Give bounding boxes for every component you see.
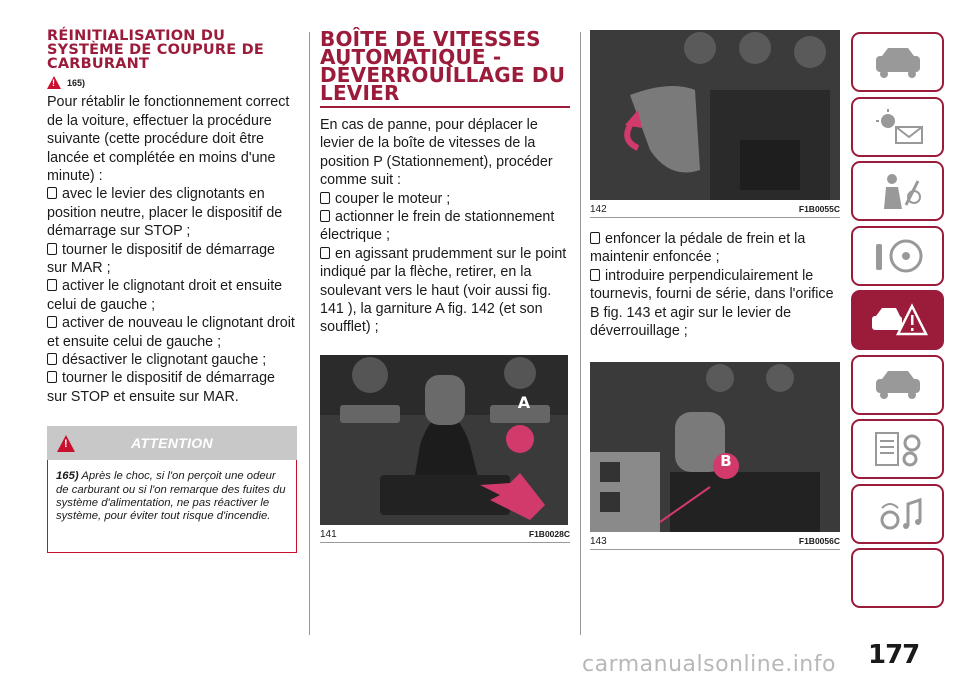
step-2: tourner le dispositif de démarrage sur MAR ; [47, 241, 297, 278]
figure-143-number: 143 [590, 536, 607, 548]
right-step-2: introduire perpendiculairement le tournevis, fourni de série, dans l'orifice B fig. 143 et agir sur le levier de déverrouillage ; [590, 267, 840, 341]
chapter-sidebar [851, 32, 944, 613]
gearbox-intro: En cas de panne, pour déplacer le levier de la boîte de vitesses de la position P (Stationnement), procéder comme suit : [320, 117, 553, 189]
figure-141-code: F1B0028C [528, 528, 570, 539]
unlock-hole-illustration [590, 362, 840, 532]
car-service-icon [870, 367, 926, 403]
step-3: activer le clignotant droit et ensuite celui de gauche ; [47, 277, 297, 314]
gearbox-step-3: en agissant prudemment sur le point indiqué par la flèche, retirer, en la soulevant vers le haut (voir aussi fig. 141 ), la garniture A fig. 142 (et son soufflet) ; [320, 245, 570, 337]
watermark: carmanualsonline.info [582, 652, 836, 677]
tab-multimedia[interactable] [851, 484, 944, 544]
figure-141-photo [320, 355, 568, 525]
step-5: désactiver le clignotant gauche ; [47, 351, 297, 369]
figure-143-photo [590, 362, 840, 532]
gearbox-trim-illustration [590, 30, 840, 200]
figure-142-photo [590, 30, 840, 200]
figure-141-caption [320, 525, 570, 543]
media-icon [870, 494, 926, 534]
emergency-icon [868, 300, 928, 340]
figure-141-number: 141 [320, 528, 337, 540]
tab-car-front[interactable] [851, 32, 944, 92]
tab-index[interactable] [851, 548, 944, 608]
warning-ref-number: 165) [67, 77, 86, 88]
figure-142-code: F1B0055C [798, 204, 840, 214]
tab-maintenance[interactable] [851, 355, 944, 415]
figure-143-caption [590, 532, 840, 550]
column-divider-2 [580, 32, 581, 635]
figure-142-number: 142 [590, 204, 607, 215]
attention-ref: 165) [56, 470, 79, 483]
attention-header [47, 426, 297, 460]
index-abc-icon [870, 556, 926, 600]
left-column [47, 30, 297, 553]
attention-body: Après le choc, si l'on perçoit une odeur de carburant ou si l'on remarque des fuites du système d'alimentation, ne pas réactiver le système, pour éviter tout risque d'incendie. [56, 470, 286, 523]
attention-box [47, 460, 297, 553]
middle-column [320, 27, 570, 543]
tab-warning-lights[interactable] [851, 97, 944, 157]
tab-emergency[interactable] [851, 290, 944, 350]
warning-triangle-icon [47, 76, 61, 89]
column-divider [309, 32, 310, 635]
steering-wheel-icon [870, 236, 926, 276]
tab-technical-data[interactable] [851, 419, 944, 479]
specs-gear-icon [870, 429, 926, 469]
figure-143-code: F1B0056C [798, 536, 840, 547]
attention-warning-icon [57, 435, 75, 452]
gearbox-step-2: actionner le frein de stationnement électrique ; [320, 208, 570, 245]
page-number: 177 [868, 640, 920, 670]
seatbelt-airbag-icon [870, 171, 926, 211]
section-title-gearbox: BOÎTE DE VITESSES AUTOMATIQUE - DÉVERROUILLAGE DU LEVIER [320, 30, 570, 108]
figure-143-label: B [720, 452, 732, 470]
car-front-icon [870, 44, 926, 80]
attention-title: ATTENTION [131, 435, 213, 452]
right-step-1: enfoncer la pédale de frein et la maintenir enfoncée ; [590, 230, 840, 267]
step-6: tourner le dispositif de démarrage sur STOP et ensuite sur MAR. [47, 369, 297, 406]
step-4: activer de nouveau le clignotant droit et ensuite celui de gauche ; [47, 314, 297, 351]
step-1: avec le levier des clignotants en position neutre, placer le dispositif de démarrage sur STOP ; [47, 185, 297, 240]
attention-text [56, 470, 288, 524]
figure-141-label: A [517, 393, 531, 412]
warning-lights-icon [870, 107, 926, 147]
gearbox-step-1: couper le moteur ; [320, 190, 570, 208]
warning-reference [47, 76, 297, 89]
gear-lever-illustration [320, 355, 568, 525]
intro-paragraph: Pour rétablir le fonctionnement correct de la voiture, effectuer la procédure suivante (cette procédure doit être lancée et complétée en moins d'une minute) : [47, 94, 290, 184]
tab-safety[interactable] [851, 161, 944, 221]
tab-driving[interactable] [851, 226, 944, 286]
right-column [590, 30, 840, 550]
section-title-fuel-cutoff: RÉINITIALISATION DU SYSTÈME DE COUPURE DE CARBURANT [47, 28, 264, 72]
figure-142-caption [590, 200, 840, 218]
